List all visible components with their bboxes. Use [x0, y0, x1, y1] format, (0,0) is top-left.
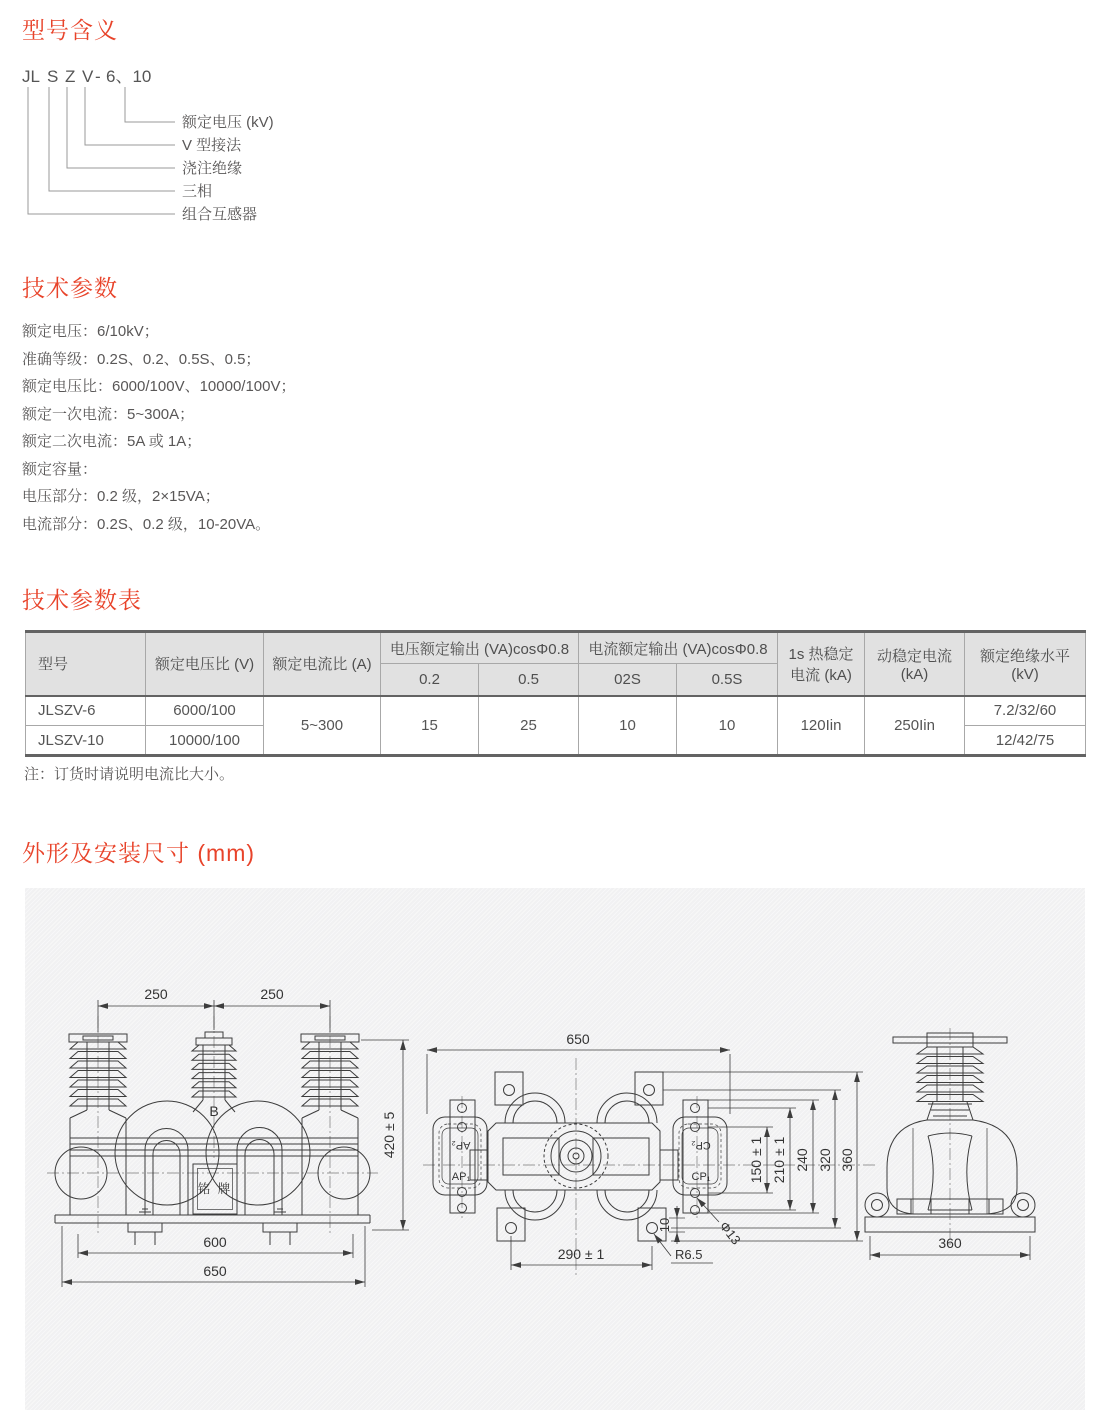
model-label-combined-transformer: 组合互感器 [182, 206, 258, 223]
tech-params-table [25, 630, 1086, 757]
terminal-ap1-label: AP₁ [451, 1171, 471, 1183]
hole-phi13-label: Φ13 [716, 1218, 744, 1248]
cell-v-output-02: 15 [381, 696, 479, 756]
col-header-current-output: 电流额定输出 (VA)cosΦ0.8 [579, 632, 778, 664]
param-line: 额定电压比：6000/100V、10000/100V； [22, 378, 296, 395]
nameplate-label: 铭 牌 [197, 1182, 233, 1196]
param-line: 额定二次电流：5A 或 1A； [22, 433, 202, 450]
dim-360: 360 [839, 1148, 855, 1172]
dim-290: 290 ± 1 [557, 1246, 605, 1262]
model-label-v-connection: V 型接法 [182, 137, 242, 154]
col-header-thermal-current: 1s 热稳定电流 (kA) [778, 632, 865, 696]
dim-250-right: 250 [260, 986, 284, 1002]
param-line: 额定一次电流：5~300A； [22, 405, 195, 423]
tree-line-z [67, 87, 175, 168]
cell-dynamic-current: 250Iin [865, 696, 965, 756]
tree-line-s [49, 87, 175, 191]
cell-model: JLSZV-10 [26, 726, 146, 756]
terminal-cp2-label: CP₂ [691, 1139, 711, 1151]
cell-thermal-current: 120Iin [778, 696, 865, 756]
dim-420: 420 ± 5 [381, 1111, 397, 1159]
section-title-tech-params: 技术参数 [22, 275, 118, 301]
dim-210: 210 ± 1 [771, 1136, 787, 1184]
dim-650-top: 650 [566, 1031, 590, 1047]
dim-360-side: 360 [938, 1235, 962, 1251]
cell-voltage-ratio: 10000/100 [146, 726, 264, 756]
cell-insulation: 7.2/32/60 [965, 696, 1086, 726]
cell-c-output-05s: 10 [677, 696, 778, 756]
param-line: 准确等级：0.2S、0.2、0.5S、0.5； [22, 350, 261, 368]
model-code-dash: - [95, 67, 101, 86]
tree-line-voltage [125, 87, 175, 122]
cell-model: JLSZV-6 [26, 696, 146, 726]
cell-voltage-ratio: 6000/100 [146, 696, 264, 726]
cell-v-output-05: 25 [479, 696, 579, 756]
dim-240: 240 [794, 1148, 810, 1172]
dimension-drawings [25, 888, 1085, 1410]
front-outline [55, 1032, 370, 1245]
top-outline [433, 1072, 727, 1241]
param-line: 额定电压：6/10kV； [22, 323, 159, 340]
col-header-dynamic-current: 动稳定电流 (kA) [865, 632, 965, 696]
tree-line-v [85, 87, 175, 145]
model-code-z: Z [65, 67, 76, 86]
section-title-dimensions: 外形及安装尺寸 (mm) [22, 840, 256, 866]
tree-line-jl [28, 87, 175, 214]
model-code-jl: JL [22, 67, 40, 86]
cell-current-ratio: 5~300 [264, 696, 381, 756]
table-note: 注：订货时请说明电流比大小。 [24, 766, 235, 783]
dim-250-left: 250 [144, 986, 168, 1002]
table-row [26, 696, 1086, 726]
col-header-model: 型号 [26, 632, 146, 696]
subcol-header-v05: 0.5 [479, 664, 579, 696]
col-header-insulation-level: 额定绝缘水平 (kV) [965, 632, 1086, 696]
terminal-ap2-label: AP₂ [451, 1139, 471, 1151]
cell-insulation: 12/42/75 [965, 726, 1086, 756]
dim-320: 320 [817, 1148, 833, 1172]
param-line: 电流部分：0.2S、0.2 级，10-20VA。 [22, 515, 271, 533]
param-line: 额定容量： [22, 460, 98, 478]
model-label-three-phase: 三相 [182, 183, 213, 200]
radius-r65-label: R6.5 [675, 1247, 703, 1262]
param-line: 电压部分：0.2 级，2×15VA； [22, 488, 220, 505]
terminal-cp1-label: CP₁ [691, 1171, 711, 1183]
dimensions-panel [25, 888, 1085, 1410]
section-title-model-meaning: 型号含义 [22, 17, 118, 43]
section-title-tech-params-table: 技术参数表 [22, 587, 142, 613]
tech-params-list [22, 318, 295, 538]
dim-600: 600 [203, 1234, 227, 1250]
model-label-cast-insulation: 浇注绝缘 [182, 160, 243, 177]
dim-150: 150 ± 1 [748, 1136, 764, 1184]
front-view-drawing [47, 986, 409, 1287]
col-header-current-ratio: 额定电流比 (A) [264, 632, 381, 696]
col-header-voltage-ratio: 额定电压比 (V) [146, 632, 264, 696]
cell-c-output-02s: 10 [579, 696, 677, 756]
dim-10: 10 [657, 1217, 672, 1233]
subcol-header-c02s: 02S [579, 664, 677, 696]
model-label-rated-voltage: 额定电压 (kV) [182, 114, 274, 131]
model-code-v: V [82, 67, 94, 86]
side-outline [865, 1033, 1035, 1232]
model-code-s: S [47, 67, 59, 86]
dim-650: 650 [203, 1263, 227, 1279]
subcol-header-c05s: 0.5S [677, 664, 778, 696]
top-view-drawing [423, 1031, 875, 1276]
col-header-voltage-output: 电压额定输出 (VA)cosΦ0.8 [381, 632, 579, 664]
model-code-voltage: 6、10 [106, 67, 152, 86]
subcol-header-v02: 0.2 [381, 664, 479, 696]
model-code-diagram [20, 58, 440, 238]
side-view-drawing [865, 1028, 1035, 1260]
terminal-b-label: B [209, 1103, 219, 1119]
